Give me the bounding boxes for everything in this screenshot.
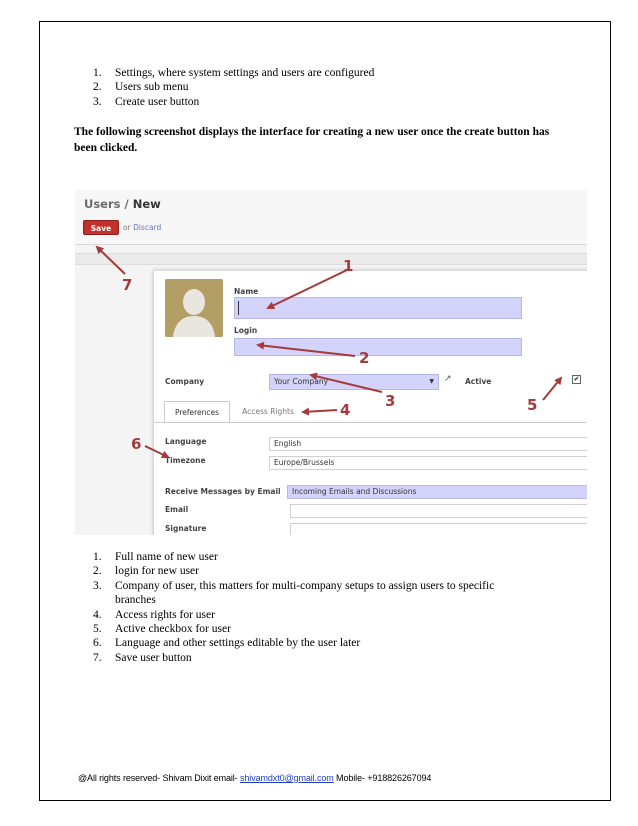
list-item: 4. Access rights for user	[93, 608, 215, 621]
timezone-label: Timezone	[165, 456, 206, 465]
callout-number-7: 7	[122, 276, 133, 294]
signature-label: Signature	[165, 524, 207, 533]
callout-number-5: 5	[527, 396, 538, 414]
company-select[interactable]: Your Company ▼	[269, 374, 439, 390]
screenshot-figure	[75, 190, 587, 535]
company-label: Company	[165, 377, 205, 386]
annotation-overlay	[75, 190, 587, 535]
email-label: Email	[165, 505, 189, 514]
discard-link[interactable]: Discard	[133, 223, 162, 232]
receive-messages-label: Receive Messages by Email	[165, 487, 281, 496]
callout-number-6: 6	[131, 435, 142, 453]
login-label: Login	[234, 326, 258, 335]
save-button[interactable]: Save	[83, 220, 119, 235]
timezone-select[interactable]: Europe/Brussels	[269, 456, 587, 470]
intro-paragraph: The following screenshot displays the interface for creating a new user once the create button has been clicked.	[74, 126, 550, 154]
list-item: 3. Company of user, this matters for multi-company setups to assign users to specific branches	[93, 579, 495, 607]
page-footer: @All rights reserved- Shivam Dixit email- shivamdxt0@gmail.com Mobile- +918826267094	[78, 773, 432, 783]
discard-link-group: or Discard	[123, 223, 162, 232]
name-label: Name	[234, 287, 259, 296]
list-item: 1. Full name of new user	[93, 551, 218, 563]
figure-breadcrumb: Users / New	[84, 197, 161, 211]
callout-arrow-5	[543, 378, 561, 400]
list-item: 3. Create user button	[93, 95, 200, 108]
callout-arrow-6	[145, 446, 168, 457]
callout-arrow-1	[268, 270, 347, 308]
tab-preferences[interactable]: Preferences	[164, 401, 230, 423]
callout-arrow-2	[258, 345, 355, 356]
email-link[interactable]: shivamdxt0@gmail.com	[239, 773, 334, 783]
callout-number-3: 3	[385, 392, 396, 410]
list-item: 5. Active checkbox for user	[93, 623, 231, 636]
callout-number-1: 1	[343, 257, 354, 275]
list-item: 2. Users sub menu	[93, 81, 189, 94]
active-label: Active	[465, 377, 492, 386]
receive-messages-select[interactable]: Incoming Emails and Discussions	[287, 485, 587, 499]
external-link-icon[interactable]: ↗	[444, 374, 452, 384]
callout-arrow-7	[97, 247, 125, 274]
list-item: 7. Save user button	[93, 651, 192, 664]
chevron-down-icon: ▼	[429, 378, 434, 385]
callout-arrow-3	[311, 375, 382, 392]
callout-number-4: 4	[340, 401, 351, 419]
list-item: 1. Settings, where system settings and users are configured	[93, 67, 375, 79]
language-select[interactable]: English	[269, 437, 587, 451]
language-label: Language	[165, 437, 207, 446]
intro-list	[93, 66, 374, 109]
callout-arrow-4	[303, 410, 337, 412]
list-item: 2. login for new user	[93, 565, 199, 578]
tab-access-rights[interactable]: Access Rights	[242, 407, 294, 416]
callout-number-2: 2	[359, 349, 370, 367]
list-item: 6. Language and other settings editable by the user later	[93, 637, 361, 650]
explanation-list	[93, 550, 533, 665]
active-checkbox[interactable]: ✔	[573, 375, 580, 383]
